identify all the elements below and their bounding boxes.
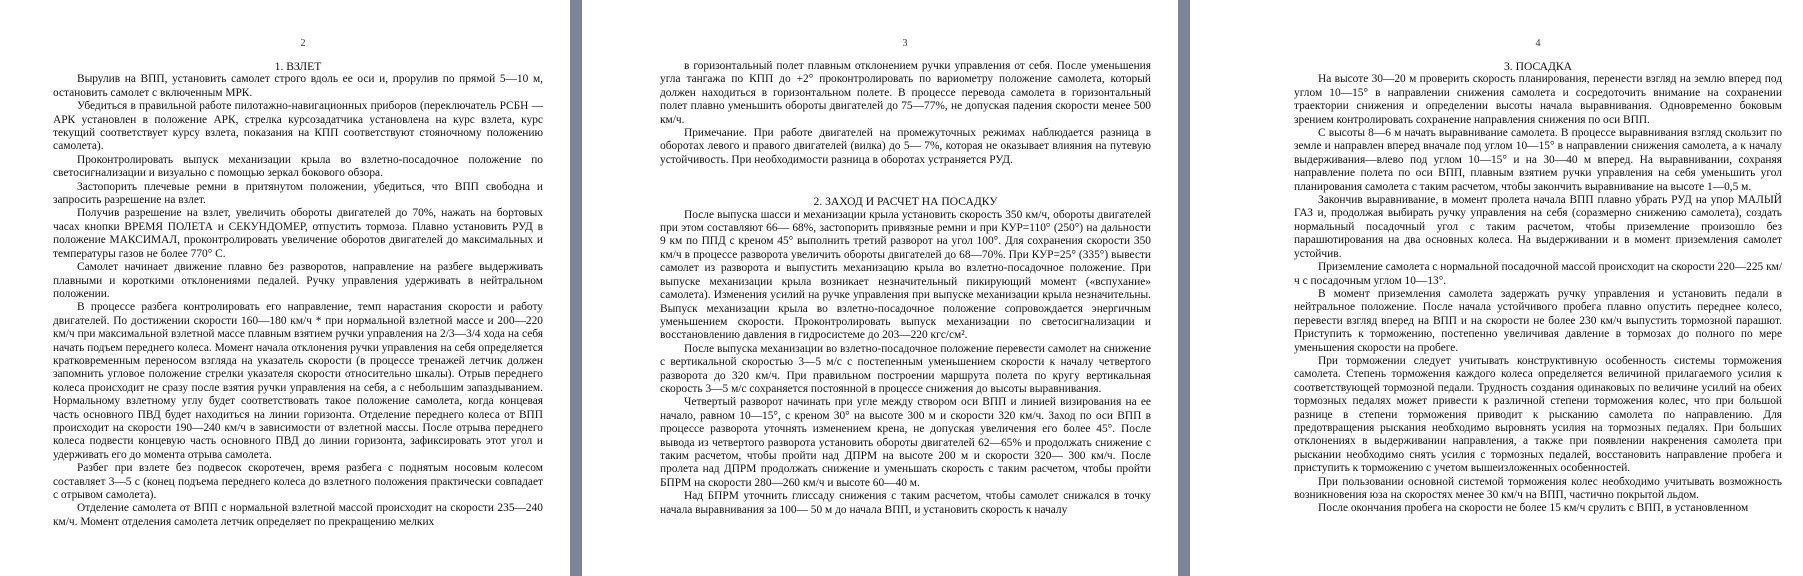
paragraph: Застопорить плечевые ремни в притянутом положении, убедиться, что ВПП свободна и запросить разрешение на взлет. — [53, 180, 543, 207]
paragraph: Вырулив на ВПП, установить самолет строго вдоль ее оси и, прорулив по прямой 5—10 м, остановить самолет с включенным МРК. — [53, 73, 543, 99]
paragraph: Разбег при взлете без подвесок скоротечен, время разбега с поднятым носовым колесом составляет 3—5 с (конец подъема переднего колеса до взлетного положения практически совпадает с отрывом самолета). — [53, 462, 543, 501]
page-gap — [570, 0, 582, 576]
paragraph: В процессе разбега контролировать его направление, темп нарастания скорости и работу двигателей. По достижении скорости 160—180 км/ч * при нормальной взлетной массе и 200—220 км/ч при максимальной взлетной массе плавным взятием ручки управления на 2/3—3/4 хода на себя начать подъем переднего колеса. Момент начала отклонения ручки управления на себя определяется кратковременным переносом взгляда на указатель скорости (в процессе тренажей летчик должен запомнить угловое положение стрелки указателя скорости относительно шкалы). Отрыв переднего колеса происходит не сразу после взятия ручки управления на себя, а с небольшим запаздыванием. Нормальному взлетному углу будет соответствовать такое положение самолета, когда концевая часть основного ПВД будет находиться на линии горизонта. Отделение переднего колеса от ВПП происходит на скорости 190—240 км/ч в зависимости от взлетной массы. После отрыва переднего колеса подвести концевую часть основного ПВД до линии горизонта, зафиксировать этот угол и удерживать его до момента отрыва самолета. — [53, 301, 543, 461]
paragraph: Четвертый разворот начинать при угле между створом оси ВПП и линией визирования на ее начало, равном 10—15°, с креном 30° на высоте 300 м и скорости 320 км/ч. Заход по оси ВПП в процессе разворота уточнять изменением крена, не допуская увеличения его более 45°. После вывода из четвертого разворота установить обороты двигателей 62—65% и продолжать снижение с таким расчетом, чтобы пройти над ДПРМ на высоте 200 м и скорости 320— 300 км/ч. После пролета над ДПРМ продолжать снижение и уменьшать скорость с таким расчетом, чтобы пройти БПРМ на скорости 280—260 км/ч и высоте 60—40 м. — [660, 396, 1151, 489]
section-heading: 2. ЗАХОД И РАСЧЕТ НА ПОСАДКУ — [813, 195, 998, 209]
paragraph: Убедиться в правильной работе пилотажно-навигационных приборов (переключатель РСБН — АРК установлен в положение АРК, стрелка курсозадатчика установлена на курс взлета, курс текущий соответствует курсу взлета, показания на КПП соответствуют стояночному положению самолета). — [53, 100, 543, 153]
paragraph: в горизонтальный полет плавным отклонением ручки управления от себя. После уменьшения угла тангажа по КПП до +2° проконтролировать по вариометру положение самолета, который должен находиться в горизонтальном полете. В процессе перевода самолета в горизонтальный полет плавно уменьшить обороты двигателей до 75—77%, не допуская падения скорости менее 500 км/ч. — [660, 60, 1151, 126]
page-number: 2 — [300, 38, 306, 49]
page-content[interactable] — [1294, 60, 1782, 516]
document-page — [1190, 0, 1803, 576]
page-gap — [1178, 0, 1190, 576]
paragraph: После окончания пробега на скорости не более 15 км/ч срулить с ВПП, в установленном — [1318, 502, 1749, 515]
paragraph: Приземление самолета с нормальной посадочной массой происходит на скорости 220—225 км/ч с посадочным углом 10—13°. — [1294, 261, 1782, 287]
section-heading: 1. ВЗЛЕТ — [274, 60, 322, 73]
page-content[interactable] — [660, 60, 1151, 517]
paragraph: Закончив выравнивание, в момент пролета начала ВПП плавно убрать РУД на упор МАЛЫЙ ГАЗ и, продолжая выбирать ручку управления на себя (соразмерно снижению самолета), создать нормальный посадочный угол с таким расчетом, чтобы приземление произошло без парашютирования на два основных колеса. На выдерживании и в момент приземления самолет устойчив. — [1294, 194, 1782, 260]
paragraph: Отделение самолета от ВПП с нормальной взлетной массой происходит на скорости 235—240 км/ч. Момент отделения самолета летчик определяет по прекращению мелких — [53, 502, 543, 528]
paragraph: На высоте 30—20 м проверить скорость планирования, перенести взгляд на землю вперед под углом 10—15° в направлении снижения самолета и сосредоточить внимание на сохранении траектории снижения и определении высоты начала выравнивания. Одновременно боковым зрением контролировать сохранение направления снижения по оси ВПП. — [1294, 73, 1782, 126]
page-number: 3 — [902, 38, 908, 49]
paragraph: При пользовании основной системой торможения колес необходимо учитывать возможность возникновения юза на скоростях менее 30 км/ч на ВПП, частично покрытой льдом. — [1294, 475, 1782, 501]
document-page — [0, 0, 570, 576]
paragraph: Над БПРМ уточнить глиссаду снижения с таким расчетом, чтобы самолет снижался в точку начала выравнивания за 100— 50 м до начала ВПП, и установить скорость к началу — [660, 490, 1151, 516]
paragraph: Примечание. При работе двигателей на промежуточных режимах наблюдается разница в оборотах левого и правого двигателей (вилка) до 5— 7%, которая не оказывает влияния на путевую устойчивость. При необходимости разница в оборотах устраняется РУД. — [660, 127, 1151, 166]
paragraph: После выпуска механизации во взлетно-посадочное положение перевести самолет на снижение с вертикальной скоростью 3—5 м/с с постепенным уменьшением скорости к началу четвертого разворота до 320 км/ч. При правильном построении маршрута полета по кругу вертикальная скорость 3—5 м/с сохраняется постоянной в процессе снижения до высоты выравнивания. — [660, 342, 1151, 395]
paragraph: С высоты 8—6 м начать выравнивание самолета. В процессе выравнивания взгляд скользит по земле и направлен вперед вначале под углом 10—15° в направлении снижения самолета, а к началу выдерживания—влево под углом 10—15° и на 30—40 м вперед. На выравнивании, сохраняя направление полета по оси ВПП, плавным взятием ручки управления на себя уменьшить угол планирования самолета с таким расчетом, чтобы закончить выравнивание на высоте 1—0,5 м. — [1294, 127, 1782, 193]
paragraph: Получив разрешение на взлет, увеличить обороты двигателей до 70%, нажать на бортовых часах кнопки ВРЕМЯ ПОЛЕТА и СЕКУНДОМЕР, отпустить тормоза. Плавно установить РУД в положение МАКСИМАЛ, проконтролировать увеличение оборотов двигателей до максимальных и температуры газов не более 770° С. — [53, 207, 543, 260]
section-heading: 3. ПОСАДКА — [1503, 60, 1573, 73]
paragraph: Самолет начинает движение плавно без разворотов, направление на разбеге выдерживать плавными и короткими отклонениями педалей. Ручку управления удерживать в нейтральном положении. — [53, 261, 543, 300]
paragraph: При торможении следует учитывать конструктивную особенность системы торможения самолета. Степень торможения каждого колеса определяется величиной прилагаемого усилия к соответствующей тормозной педали. Трудность создания одинаковых по величине усилий на обеих тормозных педалях может привести к различной степени торможения колес, что при большой разнице в степени торможения приводит к рысканию самолета по направлению. Для предотвращения рыскания необходимо выровнять усилия на тормозных педалях. При больших отклонениях в выдерживании направления, а также при появлении накренения самолета при рыскании необходимо снять усилия с тормозных педалей, восстановить направление пробега и приступить к торможению с учетом вышеизложенных особенностей. — [1294, 354, 1782, 475]
paragraph: После выпуска шасси и механизации крыла установить скорость 350 км/ч, обороты двигателей при этом составляют 66— 68%, застопорить привязные ремни и при КУР=110° (250°) на дальности 9 км по ППД с креном 45° выполнить третий разворот на угол 100°. Для сохранения скорости 350 км/ч в процессе разворота увеличить обороты двигателей до 68—70%. При КУР=25° (335°) вывести самолет из разворота и выпустить механизацию крыла во взлетно-посадочное положение. При выпуске механизации крыла возникает незначительный пикирующий момент («вспухание» самолета). Изменения усилий на ручке управления при выпуске механизации крыла незначительны. Выпуск механизации крыла во взлетно-посадочное положение сопровождается энергичным уменьшением скорости. Проконтролировать выпуск механизации по светосигнализации и восстановлению давления в гидросистеме до 203—220 кгс/см². — [660, 208, 1151, 342]
page-content[interactable] — [53, 60, 543, 529]
paragraph: Проконтролировать выпуск механизации крыла во взлетно-посадочное положение по светосигнализации и визуально с помощью зеркал бокового обзора. — [53, 153, 543, 180]
paragraph: В момент приземления самолета задержать ручку управления и установить педали в нейтральное положение. После начала устойчивого пробега плавно опустить переднее колесо, перевести взгляд вперед на ВПП и на скорости не более 230 км/ч выпустить тормозной парашют. Приступить к торможению, постепенно увеличивая давление в тормозах до полного по мере уменьшения скорости на пробеге. — [1294, 287, 1782, 354]
document-page — [582, 0, 1178, 576]
page-number: 4 — [1535, 38, 1541, 49]
